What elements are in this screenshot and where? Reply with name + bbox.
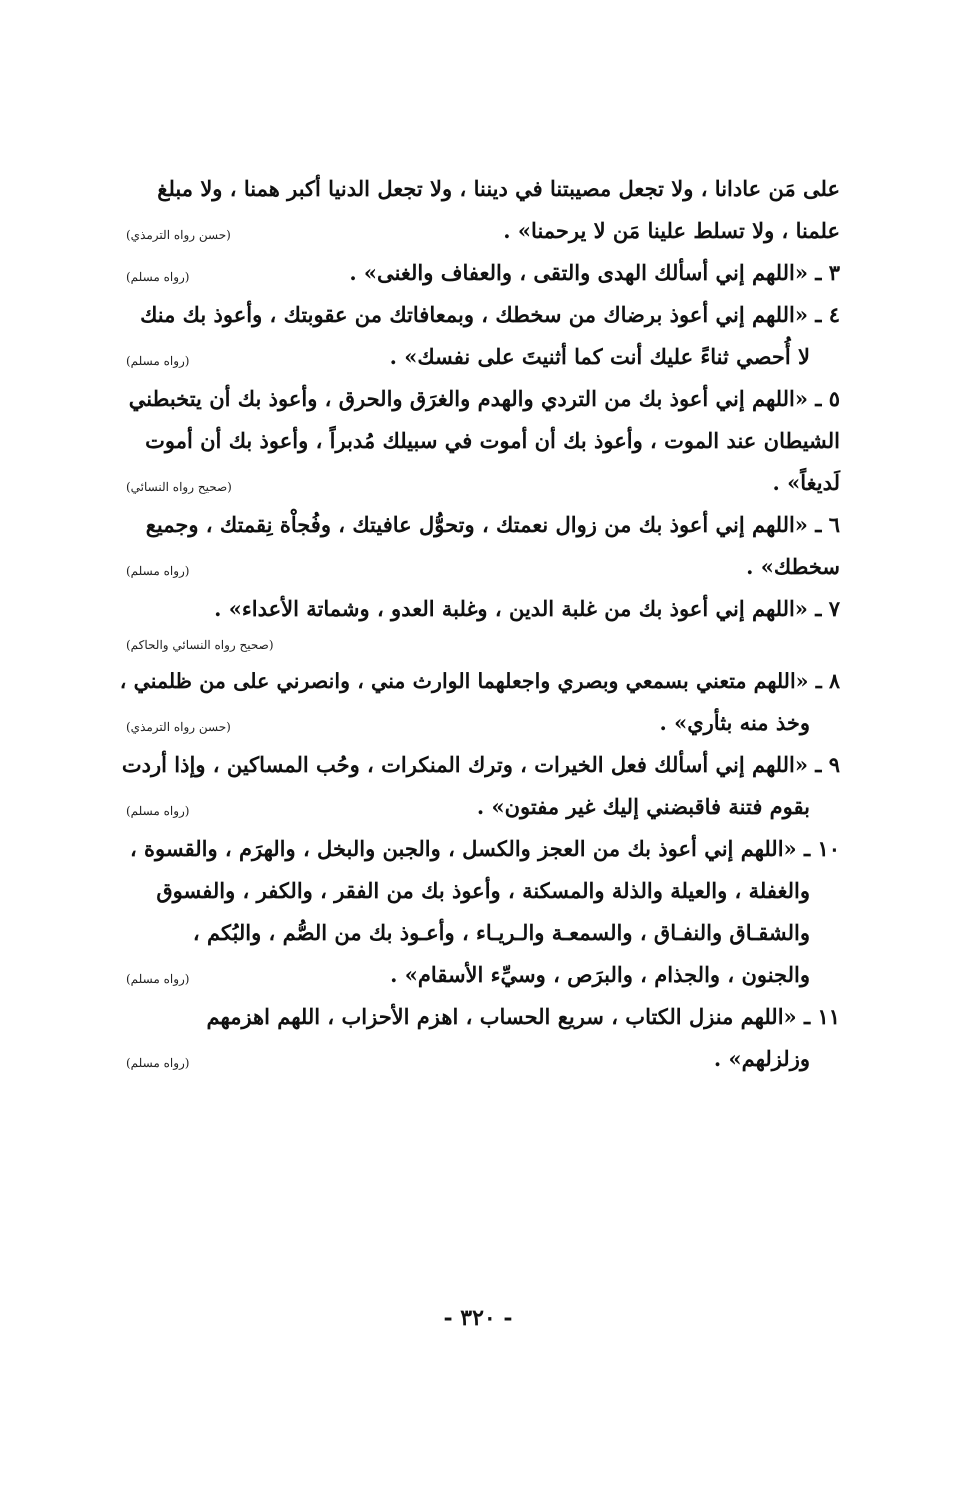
supplication-3: [118, 252, 840, 294]
text-line: [118, 912, 840, 954]
line-text: بقوم فتنة فاقبضني إليك غير مفتون» .: [476, 794, 810, 819]
text-line: [118, 462, 840, 504]
line-text: ٩ ـ «اللهم إني أسألك فعل الخيرات ، وترك المنكرات ، وحُب المساكين ، وإذا أردت: [121, 752, 840, 777]
line-text: ١٠ ـ «اللهم إني أعوذ بك من العجز والكسل ، والجبن والبخل ، والهرَم ، والقسوة ،: [129, 836, 840, 861]
supplication-7: [118, 588, 840, 630]
text-line: [118, 630, 840, 660]
line-text: والجنون ، والجذام ، والبرَص ، وسيِّء الأسقام» .: [390, 962, 810, 987]
line-text: لا أُحصي ثناءً عليك أنت كما أثنيتَ على نفسك» .: [389, 344, 810, 369]
supplication-8: [118, 660, 840, 702]
supplication-9: [118, 744, 840, 786]
line-text: ٥ ـ «اللهم إني أعوذ بك من التردي والهدم والغرَق والحرق ، وأعوذ بك أن يتخبطني: [128, 386, 840, 411]
supplication-5: [118, 378, 840, 420]
text-line: [118, 210, 840, 252]
line-text: ٨ ـ «اللهم متعني بسمعي وبصري واجعلهما الوارث مني ، وانصرني على من ظلمني ،: [119, 669, 840, 693]
line-text: ٧ ـ «اللهم إني أعوذ بك من غلبة الدين ، وغلبة العدو ، وشماتة الأعداء» .: [214, 596, 840, 621]
text-line: [118, 954, 840, 996]
text-line: [118, 546, 840, 588]
line-text: الشيطان عند الموت ، وأعوذ بك أن أموت في سبيلك مُدبراً ، وأعوذ بك أن أموت: [145, 428, 840, 453]
source-citation: (رواه مسلم): [126, 564, 190, 578]
source-citation: (حسن رواه الترمذي): [126, 720, 231, 734]
line-text: ٣ ـ «اللهم إني أسألك الهدى والتقى ، والعفاف والغنى» .: [349, 260, 840, 285]
text-line: [118, 870, 840, 912]
source-citation: (رواه مسلم): [126, 270, 190, 284]
source-citation: (صحيح رواه النسائي): [126, 480, 232, 494]
line-text: على مَن عادانا ، ولا تجعل مصيبتنا في ديننا ، ولا تجعل الدنيا أكبر همنا ، ولا مبلغ: [157, 176, 840, 201]
source-citation: (رواه مسلم): [126, 354, 190, 368]
supplication-6: [118, 504, 840, 546]
line-text: سخطك» .: [746, 554, 840, 579]
line-text: ١١ ـ «اللهم منزل الكتاب ، سريع الحساب ، اهزم الأحزاب ، اللهم اهزمهم: [206, 1004, 840, 1029]
supplication-10: [118, 828, 840, 870]
source-citation: (رواه مسلم): [126, 1056, 190, 1070]
line-text: وخذ منه بثأري» .: [659, 710, 810, 735]
line-text: وزلزلهم» .: [713, 1046, 810, 1071]
text-line: [118, 336, 840, 378]
text-line: [118, 702, 840, 744]
supplication-11: [118, 996, 840, 1038]
line-text: والشقـاق والنفـاق ، والسمعـة والـريـاء ، وأعـوذ بك من الصُّم ، والبُكم ،: [192, 920, 810, 945]
source-citation: (حسن رواه الترمذي): [126, 228, 231, 242]
line-text: علمنا ، ولا تسلط علينا مَن لا يرحمنا» .: [503, 218, 840, 243]
supplication-list: [118, 168, 840, 1080]
page-number: - ٣٢٠ -: [443, 1305, 513, 1331]
line-text: ٤ ـ «اللهم إني أعوذ برضاك من سخطك ، وبمعافاتك من عقوبتك ، وأعوذ بك منك: [140, 302, 840, 327]
supplication-4: [118, 294, 840, 336]
text-line: [118, 1038, 840, 1080]
source-citation: (رواه مسلم): [126, 804, 190, 818]
source-citation: (صحيح رواه النسائي والحاكم): [126, 638, 274, 652]
line-text: لَديغاً» .: [772, 470, 840, 495]
line-text: والغفلة ، والعيلة والذلة والمسكنة ، وأعوذ بك من الفقر ، والكفر ، والفسوق: [156, 878, 810, 903]
text-line: [118, 786, 840, 828]
line-text: ٦ ـ «اللهم إني أعوذ بك من زوال نعمتك ، وتحوُّل عافيتك ، وفُجاْة نِقمتك ، وجميع: [145, 512, 840, 537]
source-citation: (رواه مسلم): [126, 972, 190, 986]
text-line: [118, 420, 840, 462]
text-line: [118, 168, 840, 210]
